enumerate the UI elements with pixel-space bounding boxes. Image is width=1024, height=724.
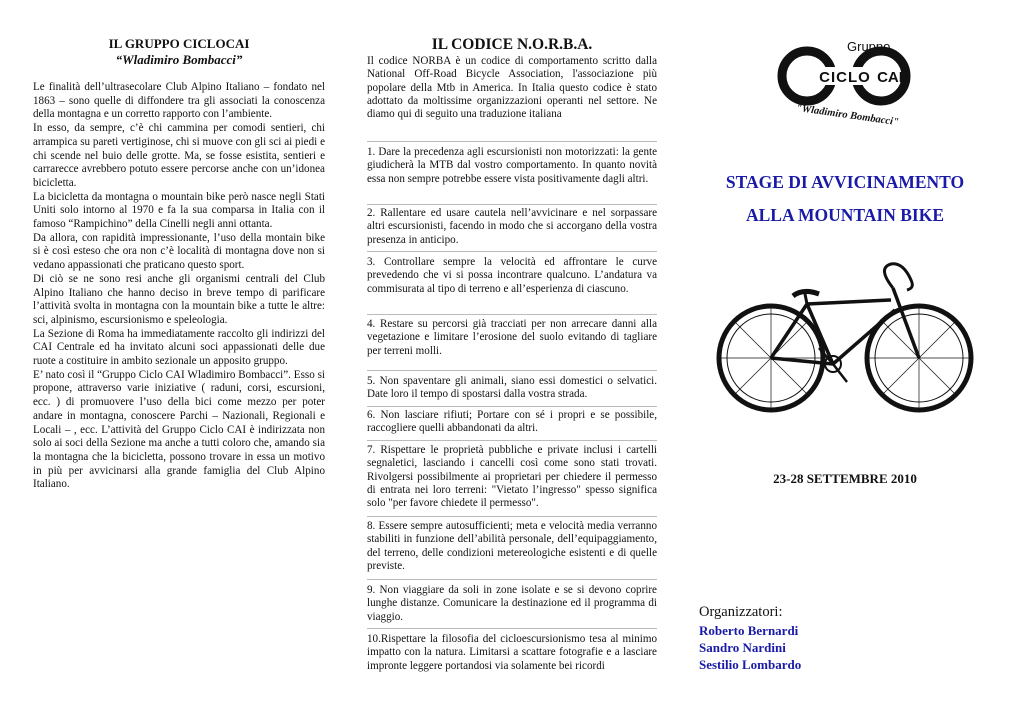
group-description [33,81,325,492]
logo-left-word: CICLO [819,69,871,86]
stage-title-line1: STAGE DI AVVICINAMENTO [725,172,965,192]
rule-item: 9. Non viaggiare da soli in zone isolate e se si devono coprire lunghe distanze. Comunicare la destinazione ed il programma di viaggio. [367,584,657,623]
paragraph: Da allora, con rapidità impressionante, l’uso della montain bike si è così esteso che ora non c’è località di montagna dove non si vedano appassionati che praticano questo sport. [33,231,325,272]
rule-item: 2. Rallentare ed usare cautela nell’avvicinare e nel sorpassare altri escursionisti, facendo in modo che si accorgano della vostra presenza in anticipo. [367,207,657,246]
group-subtitle: “Wladimiro Bombacci” [115,52,243,67]
rule-item: 6. Non lasciare rifiuti; Portare con sé i propri e se possibile, raccogliere quelli abbandonati da altri. [367,409,657,435]
code-title: IL CODICE N.O.R.B.A. [431,36,593,53]
organizers-label: Organizzatori: [699,604,783,620]
rule-item: 5. Non spaventare gli animali, siano essi domestici o selvatici. Date loro il tempo di spostarsi dalla vostra strada. [367,375,657,401]
divider [367,628,657,629]
paragraph: Le finalità dell’ultrasecolare Club Alpino Italiano – fondato nel 1863 – sono quelle di diffondere tra gli associati la conoscenza della montagna e un corretto rapporto con l’ambiente. [33,81,325,121]
rule-item: 3. Controllare sempre la velocità ed affrontare le curve prevedendo che vi si possa incontrare qualcuno. L’andatura va commisurata al tipo di terreno e all’esperienza di ciascuno. [367,256,657,295]
rule-item: 10.Rispettare la filosofia del cicloescursionismo tesa al minimo impatto con la natura. Limitarsi a scattare fotografie e a lasciare impronte leggere portandosi via solamente bei ricordi [367,633,657,672]
logo-top-text: Gruppo [847,39,891,54]
rule-item: 4. Restare su percorsi già tracciati per non arrecare danni alla vegetazione e limitare l’erosione del suolo evitando di tagliare per terreni molli. [367,318,657,357]
paragraph: In esso, da sempre, c’è chi cammina per comodi sentieri, chi arrampica su pareti vertiginose, chi si muove con gli sci ai piedi e chi scende nel buio delle grotte. Ma, se fosse esistita, sentieri e carrarecce avrebbero potuto essere percorse anche con un’idonea bicicletta. [33,122,325,189]
organizer-name: Sestilio Lombardo [699,657,802,672]
group-title: IL GRUPPO CICLOCAI [108,36,250,51]
organizer-name: Roberto Bernardi [699,623,799,638]
paragraph: Di ciò se ne sono resi anche gli organismi centrali del Club Alpino Italiano che hanno deciso in breve tempo di parificare l’attività svolta in montagna con la mountain bike a tutte le altre: sci, alpinismo, escursionismo e speleologia. [33,272,325,326]
ciclocai-logo [775,38,915,128]
bicycle-icon [707,258,983,418]
rule-item: 7. Rispettare le proprietà pubbliche e private inclusi i cartelli segnaletici, lasciando i cancelli così come sono stati trovati. Rivolgersi possibilmente ai proprietari per chiedere il permesso di entrata nei loro terreni: "Vietato l’ingresso" spesso significa solo "per favore chiedete il permesso". [367,444,657,510]
rule-item: 8. Essere sempre autosufficienti; meta e velocità media verranno stabiliti in funzione dell’abilità personale, dell’equipaggiamento, del terreno, delle condizioni metereologiche esistenti e di quelle previste. [367,520,657,572]
divider [367,440,657,441]
rule-item: 1. Dare la precedenza agli escursionisti non motorizzati: la gente giudicherà la MTB dal vostro comportamento. In quanto novità essa non sempre potrebbe essere vista positivamente dagli altri. [367,146,657,185]
code-intro: Il codice NORBA è un codice di comportamento scritto dalla National Off-Road Bicycle Association, l'associazione più popolare della Mtb in America. In Italia questo codice è stato adottato da moltissime organizzazioni operanti nel settore. Ne diamo qui di seguito una traduzione italiana [367,55,657,121]
logo-signature: "Wladimiro Bombacci" [795,102,900,128]
divider [367,204,657,205]
divider [367,516,657,517]
divider [367,579,657,580]
logo-right-word: CAI [877,69,903,86]
divider [367,314,657,315]
event-dates: 23-28 SETTEMBRE 2010 [773,471,917,486]
divider [367,406,657,407]
paragraph: La Sezione di Roma ha immediatamente raccolto gli indirizzi del CAI Centrale ed ha invitato alcuni soci appassionati delle due ruote a costituire in ambito sezionale un apposito gruppo. [33,327,325,368]
paragraph: E’ nato così il “Gruppo Ciclo CAI Wladimiro Bombacci”. Esso si propone, attraverso varie iniziative ( raduni, corsi, escursioni, ecc. ) di promuovere l’uso della bici come mezzo per poter andare in montagna, conoscere Parchi – Nazionali, Regionali e Locali – , ecc. L’attività del Gruppo Ciclo CAI è indirizzata non solo ai soci della Sezione ma anche a tutti coloro che, amando sia la montagna che la bicicletta, possono trovare in essa un motivo in più per avvicinarsi alla grande famiglia del Club Alpino Italiano. [33,368,325,491]
organizer-name: Sandro Nardini [699,640,786,655]
paragraph: La bicicletta da montagna o mountain bike però nasce negli Stati Uniti solo intorno al 1970 e fa la sua comparsa in Italia con il famoso “Rampichino” della Cinelli negli anni ottanta. [33,190,325,231]
divider [367,251,657,252]
divider [367,141,657,142]
stage-title-line2: ALLA MOUNTAIN BIKE [745,205,945,225]
divider [367,370,657,371]
